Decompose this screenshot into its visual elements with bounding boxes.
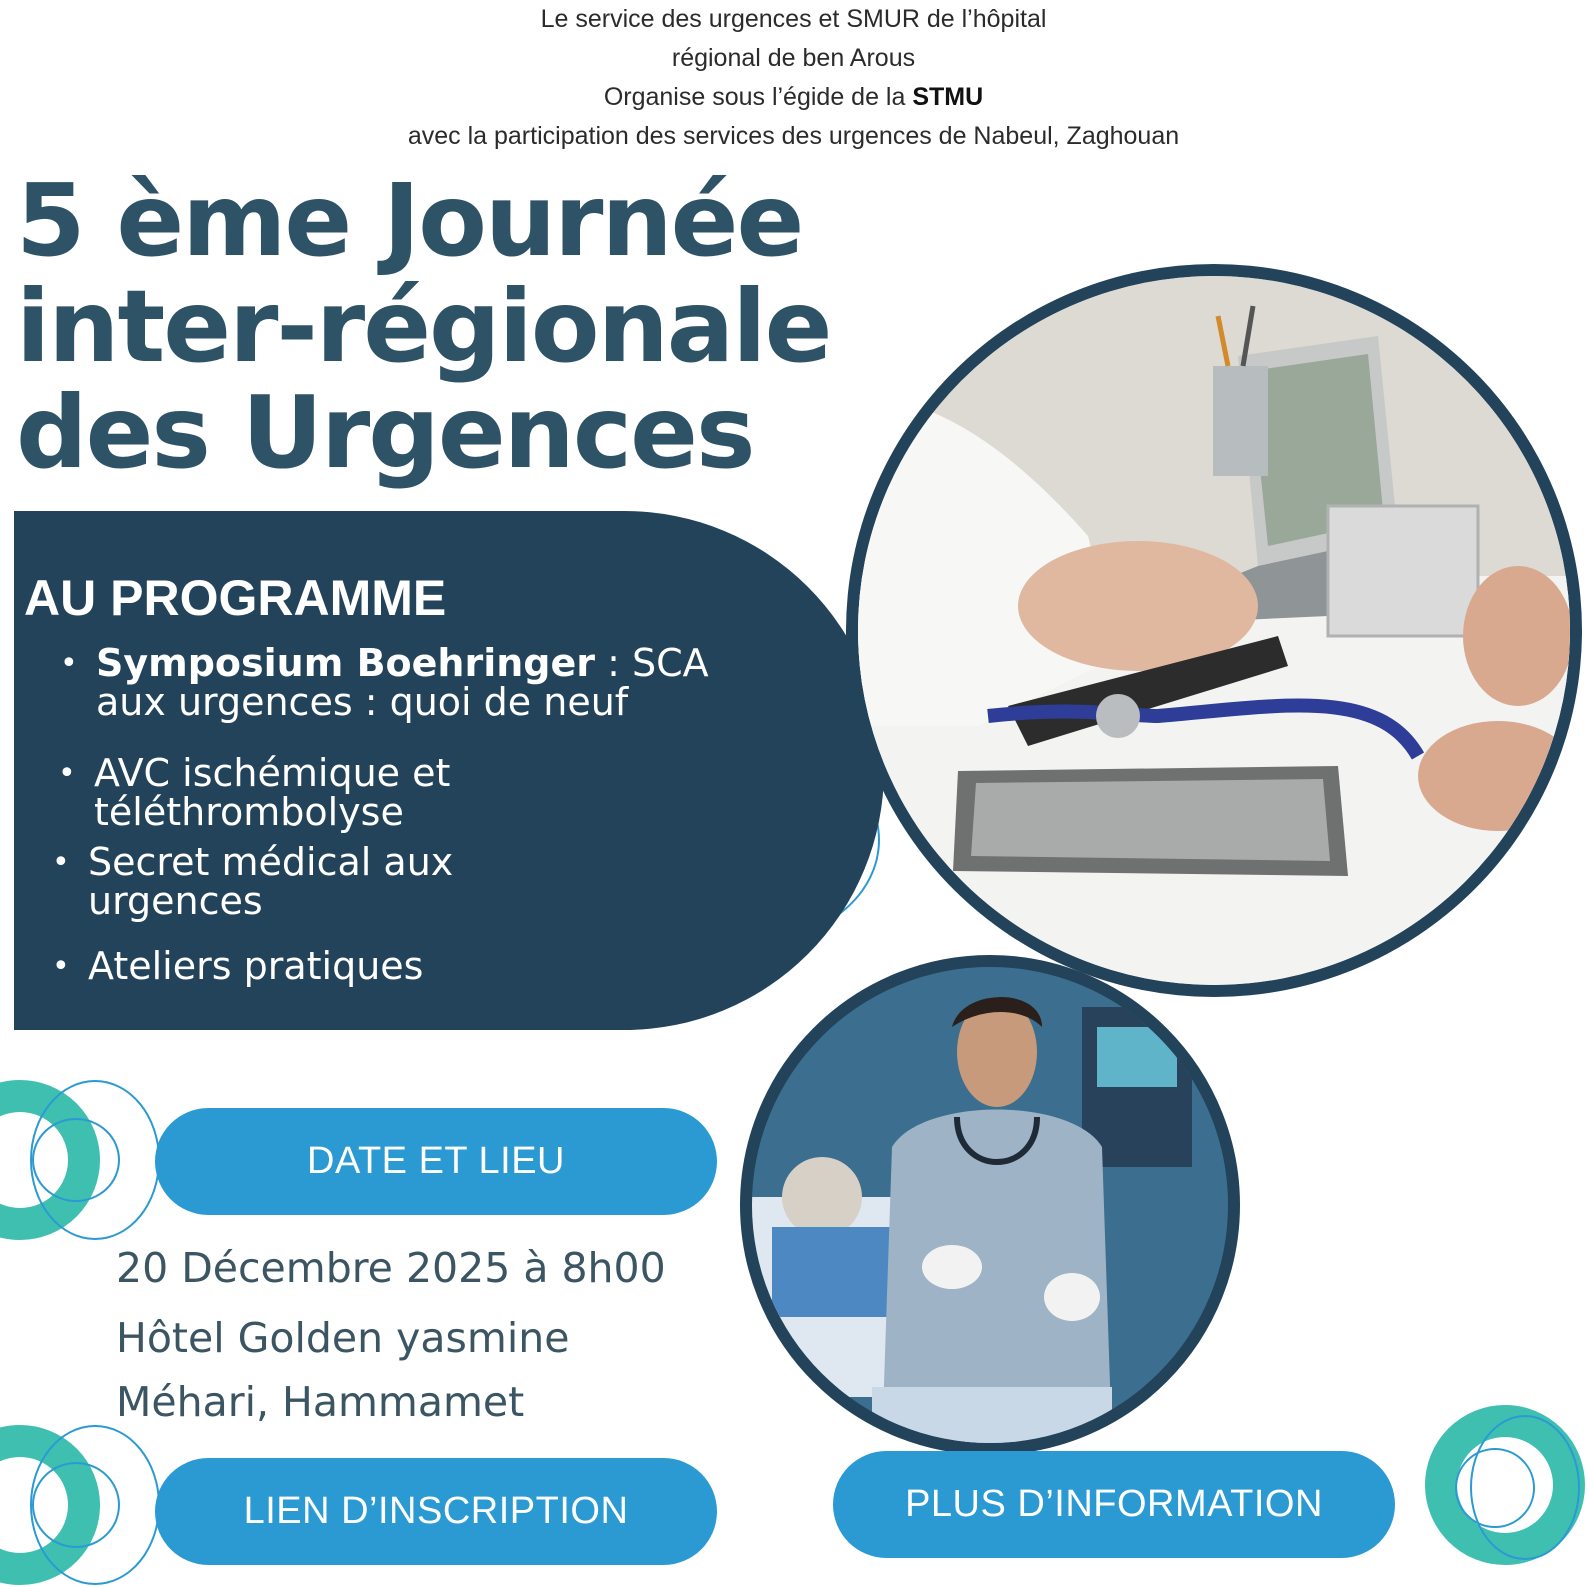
program-item-text-2: urgences <box>88 879 263 923</box>
event-date: 20 Décembre 2025 à 8h00 <box>116 1244 666 1292</box>
bullet-icon: • <box>58 756 76 791</box>
emergency-room-illustration <box>752 967 1228 1443</box>
header-line-3 <box>0 78 1587 117</box>
date-lieu-label: DATE ET LIEU <box>307 1140 565 1182</box>
decorative-ring <box>32 1118 120 1202</box>
doctor-desk-illustration <box>858 276 1570 985</box>
header-line-3-prefix: Organise sous l’égide de la <box>603 83 913 111</box>
program-heading: AU PROGRAMME <box>24 570 447 626</box>
more-info-button[interactable] <box>833 1451 1395 1558</box>
event-venue: Hôtel Golden yasmine <box>116 1314 570 1362</box>
event-location: Méhari, Hammamet <box>116 1378 525 1426</box>
title-line-3: des Urgences <box>16 374 754 491</box>
bullet-icon: • <box>60 646 78 681</box>
program-item <box>52 840 454 923</box>
title-line-2: inter-régionale <box>16 268 831 385</box>
decorative-ring <box>32 1462 120 1548</box>
decorative-ring <box>1455 1448 1535 1528</box>
bullet-icon: • <box>52 845 70 880</box>
registration-link-button[interactable] <box>155 1458 717 1565</box>
doctor-desk-photo <box>846 264 1582 997</box>
stmu-label: STMU <box>912 83 984 111</box>
registration-link-label: LIEN D’INSCRIPTION <box>243 1490 629 1532</box>
program-item-text: AVC ischémique et <box>94 751 451 795</box>
header-line-2: régional de ben Arous <box>671 44 916 72</box>
program-item <box>52 944 424 988</box>
organizer-header <box>0 0 1587 156</box>
header-line-4: avec la participation des services des urgences de Nabeul, Zaghouan <box>407 122 1180 150</box>
program-item-text-2: aux urgences : quoi de neuf <box>96 680 629 724</box>
program-item-text: Ateliers pratiques <box>88 944 424 988</box>
program-item <box>58 751 451 834</box>
title-line-1: 5 ème Journée <box>16 162 803 279</box>
event-title <box>16 162 831 491</box>
program-item-bold: Symposium Boehringer <box>96 641 595 685</box>
program-panel <box>14 511 884 1030</box>
more-info-label: PLUS D’INFORMATION <box>905 1483 1323 1525</box>
program-item <box>60 641 709 724</box>
bullet-icon: • <box>52 949 70 984</box>
emergency-room-photo <box>740 955 1240 1455</box>
program-item-text: Secret médical aux <box>88 840 454 884</box>
date-lieu-button[interactable] <box>155 1108 717 1215</box>
program-item-text-2: téléthrombolyse <box>94 790 404 834</box>
program-item-text: : SCA <box>595 641 709 685</box>
header-line-1: Le service des urgences et SMUR de l’hôpital <box>540 5 1047 33</box>
